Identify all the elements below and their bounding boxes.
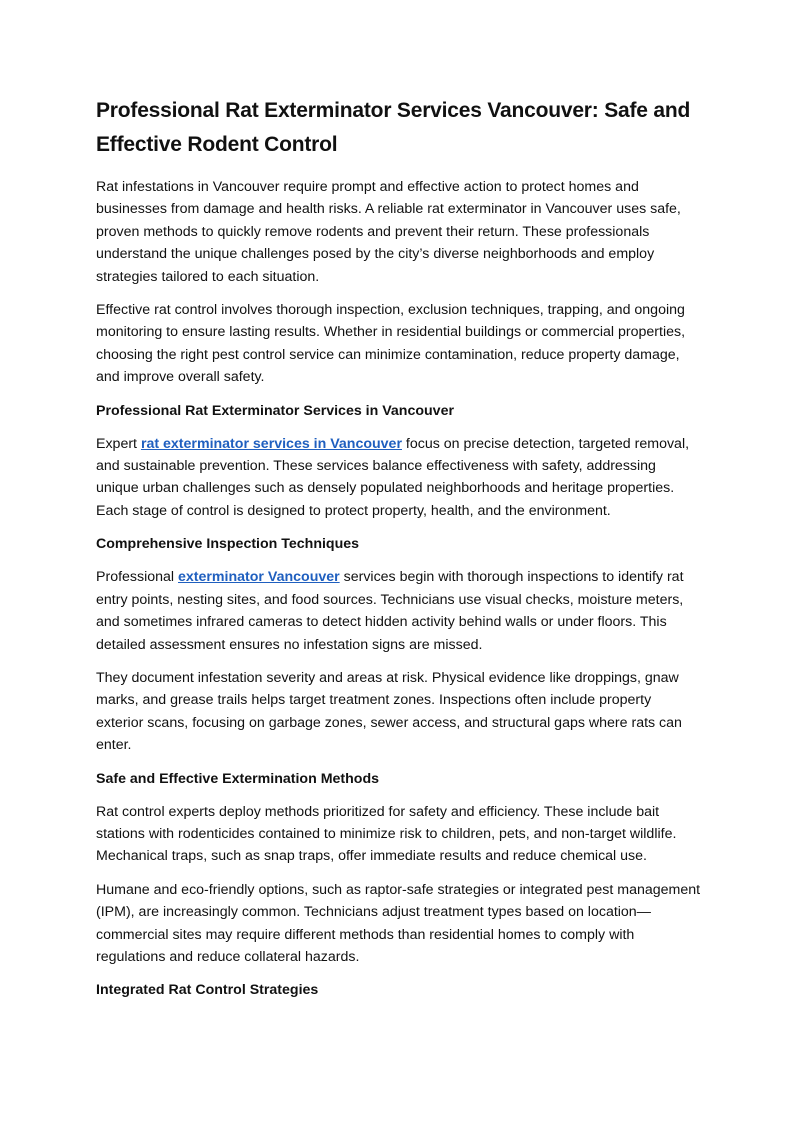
- section-heading-strategies: Integrated Rat Control Strategies: [96, 982, 319, 999]
- inspection-text-start: Professional: [96, 569, 179, 586]
- services-text-end: focus on precise detection, targeted removal, and sustainable prevention. These services balance effectiveness with safety, addressing unique urban challenges such as densely populated neighborhoods and heritage properties. Each stage of control is designed to protect property, health, and the environment.: [96, 435, 690, 519]
- intro-paragraph-1: Rat infestations in Vancouver require prompt and effective action to protect homes and businesses from damage and health risks. A reliable rat exterminator in Vancouver uses safe, proven methods to quickly remove rodents and prevent their return. These professionals understand the unique challenges posed by the city’s diverse neighborhoods and employ strategies tailored to each situation.: [96, 179, 681, 285]
- intro-paragraph-2: Effective rat control involves thorough inspection, exclusion techniques, trapping, and ongoing monitoring to ensure lasting results. Whether in residential buildings or commercial properties, choosing the right pest control service can minimize contamination, reduce property damage, and improve overall safety.: [96, 302, 686, 386]
- section-heading-services: Professional Rat Exterminator Services in Vancouver: [96, 402, 454, 419]
- document-page: [96, 94, 702, 1012]
- services-paragraph: [96, 433, 702, 523]
- inspection-text-end: services begin with thorough inspections to identify rat entry points, nesting sites, and food sources. Technicians use visual checks, moisture meters, and sometimes infrared cameras to detect hidden activity behind walls or under floors. This detailed assessment ensures no infestation signs are missed.: [96, 569, 684, 653]
- section-heading-inspection: Comprehensive Inspection Techniques: [96, 536, 360, 553]
- methods-paragraph-1: Rat control experts deploy methods prioritized for safety and efficiency. These include bait stations with rodenticides contained to minimize risk to children, pets, and non-target wildlife. Mechanical traps, such as snap traps, offer immediate results and reduce chemical use.: [96, 803, 677, 865]
- services-text-start: Expert: [96, 435, 141, 452]
- exterminator-vancouver-link[interactable]: exterminator Vancouver: [178, 569, 340, 586]
- page-title: Professional Rat Exterminator Services Vancouver: Safe and Effective Rodent Control: [96, 99, 691, 156]
- section-heading-methods: Safe and Effective Extermination Methods: [96, 770, 380, 787]
- rat-exterminator-services-link[interactable]: rat exterminator services in Vancouver: [140, 435, 402, 452]
- inspection-paragraph-2: They document infestation severity and areas at risk. Physical evidence like droppings, gnaw marks, and grease trails helps target treatment zones. Inspections often include property exterior scans, focusing on garbage zones, sewer access, and structural gaps where rats can enter.: [96, 669, 682, 754]
- inspection-paragraph-1: [96, 566, 702, 656]
- methods-paragraph-2: Humane and eco-friendly options, such as raptor-safe strategies or integrated pest management (IPM), are increasingly common. Technicians adjust treatment types based on location—commercial sites may require different methods than residential homes to comply with regulations and reduce collateral hazards.: [96, 881, 701, 965]
